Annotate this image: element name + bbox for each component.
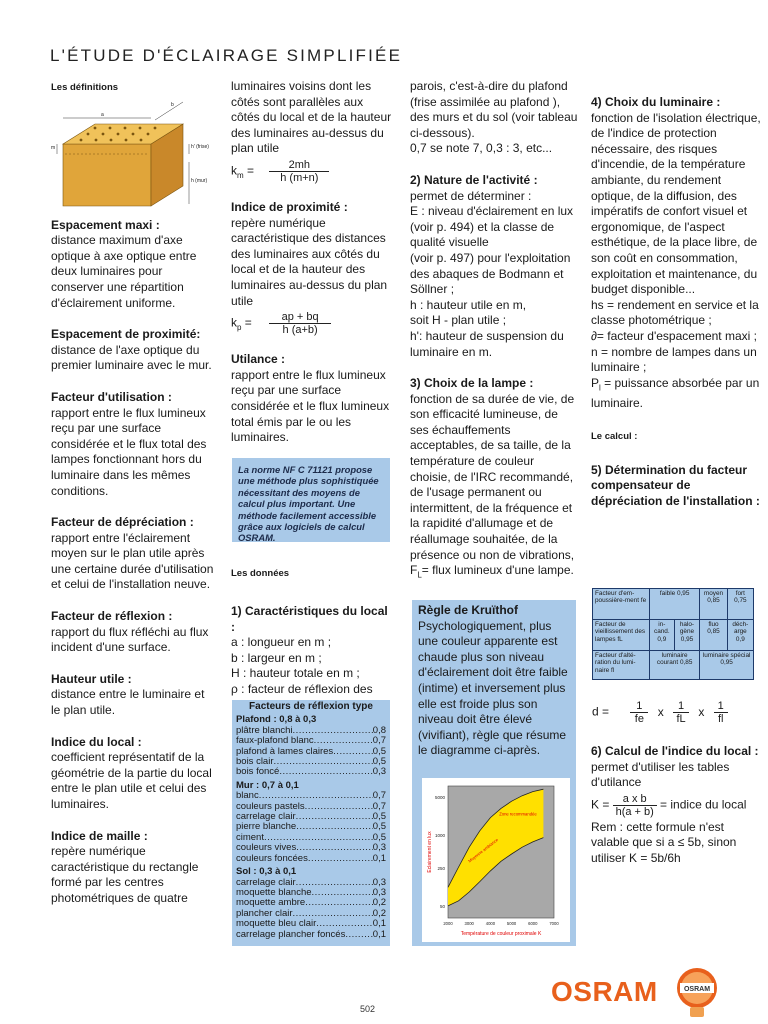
chart-x-tick-label: 4000 (485, 921, 496, 926)
diagram-label-b: b (171, 101, 174, 108)
kruithof-title: Règle de Kruïthof (418, 603, 519, 617)
k-formula: K = $\frac{\text{a x b}}{h(a + b)}$ = indice du local (591, 792, 747, 818)
nature-line: h : hauteur utile en m, (410, 297, 527, 312)
d-frac-fL: $\frac{1}{fL}$ (673, 700, 689, 725)
chart-band-label: Moyenne ambiance (467, 837, 500, 864)
luminaire-line: ∂= facteur d'espacement maxi ; (591, 328, 757, 343)
k-fraction: $\frac{\text{a x b}}{h(a + b)}$ (613, 793, 657, 818)
maille-continuation: luminaires voisins dont les côtés sont parallèles aux côtés du local et de la hauteur des luminaires au-dessus du plan utile (231, 79, 392, 156)
luminaire-line: n = nombre de lampes dans un luminaire ; (591, 344, 757, 375)
caracteristiques-block (231, 604, 395, 698)
room-diagram (51, 100, 211, 210)
d-formula: d = $\frac{1}{fe}$ x $\frac{1}{fL}$ x $\frac{1}{fl}$ (592, 700, 762, 725)
luminaire-line: hs = rendement en service et la classe photométrique ; (591, 297, 759, 328)
parois-text: parois, c'est-à-dire du plafond (frise assimilée au plafond ), des murs et du sol (voir tableau ci-dessous). (410, 79, 578, 140)
utilance-text: rapport entre le flux lumineux reçu par une surface considérée et le flux lumineux total émis par le ou les luminaires. (231, 367, 390, 445)
def-espacement-proximite: Espacement de proximité: distance de l'axe optique du premier luminaire avec le mur. (51, 327, 212, 373)
reflexion-group-sol: Sol : 0,3 à 0,1 (236, 866, 297, 878)
kruithof-chart-panel (422, 778, 570, 942)
donnees-heading: Les données (231, 568, 290, 579)
reflexion-row: carrelage clair ..... 0,3 (236, 878, 386, 888)
indice-text: permet d'utiliser les tables d'utilance (591, 759, 730, 790)
chart-x-axis-title: Température de couleur proximale K (460, 931, 542, 937)
nature-line: (voir p. 497) pour l'exploitation des abaques de Bodmann et Söllner ; (410, 250, 571, 297)
determination-heading: 5) Détermination du facteur compensateur de dépréciation de l'installation : (591, 462, 760, 509)
reflexion-table (232, 700, 390, 946)
reflexion-row: plafond à lames claires ..... 0,5 (236, 747, 386, 757)
def-indice-local: Indice du local : coefficient représentatif de la géométrie de la partie du local entre le plan utile et celui des luminaires. (51, 734, 212, 811)
lampe-heading: 3) Choix de la lampe : (410, 376, 534, 391)
proximite-text: repère numérique caractéristique des distances des luminaires aux côtés du local et de la hauteur des luminaires au-dessus du plan utile (231, 215, 388, 308)
definitions-list (51, 218, 216, 907)
reflexion-row: pierre blanche ..... 0,5 (236, 822, 386, 832)
pl-definition: $P_l$ = puissance absorbée par un luminaire. (591, 375, 760, 410)
reflexion-row: carrelage plancher foncés ..... 0,1 (236, 930, 386, 940)
chart-y-tick-label: 50 (439, 903, 445, 909)
diagram-label-h-prime: h' (frise) (191, 143, 209, 150)
carac-line-b: b : largeur en m ; (231, 650, 322, 665)
reflexion-row: moquette blanche ..... 0,3 (236, 888, 386, 898)
d-frac-fl: $\frac{1}{fl}$ (714, 700, 728, 725)
page-title: L'ÉTUDE D'ÉCLAIRAGE SIMPLIFIÉE (50, 46, 403, 65)
page-number: 502 (360, 1004, 376, 1014)
remark: Rem : cette formule n'est valable que si a ≤ 5b, sinon utiliser K = 5b/6h (591, 819, 737, 865)
reflexion-row: faux-plafond blanc ..... 0,7 (236, 736, 386, 746)
calcul-heading: Le calcul : (591, 431, 638, 443)
reflexion-row: couleurs foncées ..... 0,1 (236, 854, 386, 864)
svg-text:OSRAM: OSRAM (683, 986, 711, 993)
column-4 (591, 95, 761, 510)
kruithof-text: Psychologiquement, plus une couleur apparente est chaude plus son niveau d'éclairement doit être faible (intime) et inversement plus elle est froide plus son niveau doit être élevé (vivifiant), règle que résume le diagramme ci-après. (418, 618, 568, 758)
reflexion-row: bois clair ..... 0,5 (236, 757, 386, 767)
carac-line-h: H : hauteur totale en m ; (231, 666, 360, 681)
caracteristiques-heading: 1) Caractéristiques du local : (231, 604, 388, 634)
reflexion-group-plafond: Plafond : 0,8 à 0,3 (236, 714, 317, 726)
fl-definition: $F_L=$ flux lumineux d'une lampe. (410, 563, 574, 580)
lampe-text: fonction de sa durée de vie, de son efficacité lumineuse, de ses échauffements acceptables, de sa taille, de la température de couleur choisie, de l'IRC recommandé, de l'usage permanent ou intermittent, de la fréquence et la rapidité d'allumage et de réallumage souhaitée, de la présence ou non de vibrations, (410, 391, 575, 562)
kp-fraction: $\frac{ap + bq}{h (a+b)}$ (269, 311, 331, 336)
osram-bulb-logo-icon (674, 966, 720, 1020)
proximite-heading: Indice de proximité : (231, 199, 348, 214)
reflexion-group-mur: Mur : 0,7 à 0,1 (236, 779, 299, 791)
kruithof-chart (422, 778, 570, 942)
indice-block (591, 744, 761, 867)
factor-row-empoussierement: Facteur d'em-poussière-ment fe faible 0,95 moyen 0,85 fort 0,75 (593, 589, 754, 620)
carac-line-a: a : longueur en m ; (231, 635, 332, 650)
reflexion-row: couleurs vives ..... 0,3 (236, 843, 386, 853)
km-fraction: $\frac{2mh}{h (m+n)}$ (269, 159, 329, 184)
reflexion-row: bois foncé ..... 0,3 (236, 767, 386, 777)
reflexion-row: carrelage clair ..... 0,5 (236, 812, 386, 822)
factor-row-alteration: Facteur d'alté-ration du lumi-naire fl luminaire courant 0,85 luminaire spécial 0,95 (593, 651, 754, 680)
diagram-label-m: m (51, 144, 56, 151)
column-3 (410, 79, 578, 583)
chart-x-tick-label: 3000 (464, 921, 474, 926)
nature-line: permet de déterminer : (410, 188, 532, 203)
nature-line: h': hauteur de suspension du luminaire en m. (410, 328, 564, 359)
chart-y-tick-label: 5000 (434, 795, 445, 801)
definitions-heading: Les définitions (51, 82, 119, 93)
kp-formula: $k_p$ = $\frac{ap + bq}{h (a+b)}$ (231, 311, 395, 336)
chart-x-tick-label: 5000 (506, 921, 517, 926)
reflexion-row: moquette bleu clair ..... 0,1 (236, 919, 386, 929)
luminaire-text: fonction de l'isolation électrique, de l'indice de protection nécessaire, des risques d'incendie, de la température ambiante, du rendement optique, de la diffusion, des impératifs de confort visuel et ergonomique, de l'aspect esthétique, de la place libre, de son coût en consommation, exploitation et maintenance, du budget disponible... (591, 110, 761, 297)
nature-line: E : niveau d'éclairement en lux (voir p. 494) et la classe de qualité visuelle (410, 204, 574, 250)
chart-x-tick-label: 6000 (528, 921, 538, 926)
reflexion-row: moquette ambre ..... 0,2 (236, 898, 386, 908)
kruithof-box (412, 600, 576, 946)
factor-row-vieillissement: Facteur de vieillissement des lampes fL in-cand. 0,9 halo-gène 0,95 fluo 0,85 déch-arge 0,9 (593, 620, 754, 651)
diagram-label-h: h (mur) (191, 177, 208, 184)
def-indice-maille: Indice de maille : repère numérique caractéristique du rectangle formé par les centres photométriques de quatre (51, 828, 199, 905)
def-facteur-utilisation: Facteur d'utilisation : rapport entre le flux lumineux reçu par une surface considérée et le flux total des lampes fonctionnant hors du luminaire dans les mêmes conditions. (51, 389, 207, 498)
reflexion-header: Facteurs de réflexion type (249, 701, 373, 712)
column-2 (231, 79, 395, 446)
diagram-label-a: a (101, 111, 104, 118)
carac-line-rho: ρ : facteur de réflexion des (231, 681, 373, 696)
reflexion-row: ciment ..... 0,5 (236, 833, 386, 843)
chart-y-tick-label: 250 (437, 865, 445, 871)
chart-y-tick-label: 1000 (434, 833, 445, 839)
nfc-note-box: La norme NF C 71121 propose une méthode plus sophistiquée nécessitant des moyens de calcul plus important. Une méthode facilement accessible grâce aux logiciels de calcul OSRAM. (232, 458, 390, 542)
def-facteur-reflexion: Facteur de réflexion : rapport du flux réfléchi au flux incident d'une surface. (51, 609, 209, 655)
depreciation-factor-table (592, 588, 754, 680)
luminaire-heading: 4) Choix du luminaire : (591, 95, 721, 109)
km-formula: $k_m$ = $\frac{2mh}{h (m+n)}$ (231, 159, 395, 184)
def-hauteur-utile: Hauteur utile : distance entre le luminaire et le plan utile. (51, 671, 205, 718)
def-espacement-maxi: Espacement maxi : distance maximum d'axe optique à axe optique entre deux luminaires pour conserver une répartition d'éclairement uniforme. (51, 217, 197, 310)
parois-note: 0,7 se note 7, 0,3 : 3, etc... (410, 141, 553, 156)
reflexion-row: couleurs pastels ..... 0,7 (236, 802, 386, 812)
chart-y-axis-title: Eclairement en lux (427, 831, 433, 873)
osram-wordmark: OSRAM (551, 976, 658, 1007)
room-cube-illustration (51, 100, 211, 210)
utilance-heading: Utilance : (231, 352, 286, 367)
d-frac-fe: $\frac{1}{fe}$ (630, 700, 648, 725)
reflexion-row: plâtre blanchi ..... 0,8 (236, 726, 386, 736)
chart-x-tick-label: 2000 (443, 921, 453, 926)
nature-line: soit H - plan utile ; (410, 313, 507, 328)
nature-heading: 2) Nature de l'activité : (410, 172, 538, 187)
reflexion-row: plancher clair ..... 0,2 (236, 909, 386, 919)
chart-x-tick-label: 7000 (549, 921, 559, 926)
def-facteur-depreciation: Facteur de dépréciation : rapport entre l'éclairement moyen sur le plan utile après une certaine durée d'utilisation et celui de l'installation neuve. (51, 515, 214, 592)
chart-zone-label: Zone recommandée (499, 811, 537, 817)
reflexion-row: blanc ..... 0,7 (236, 791, 386, 801)
indice-heading: 6) Calcul de l'indice du local : (591, 744, 759, 758)
column-1 (51, 80, 216, 923)
